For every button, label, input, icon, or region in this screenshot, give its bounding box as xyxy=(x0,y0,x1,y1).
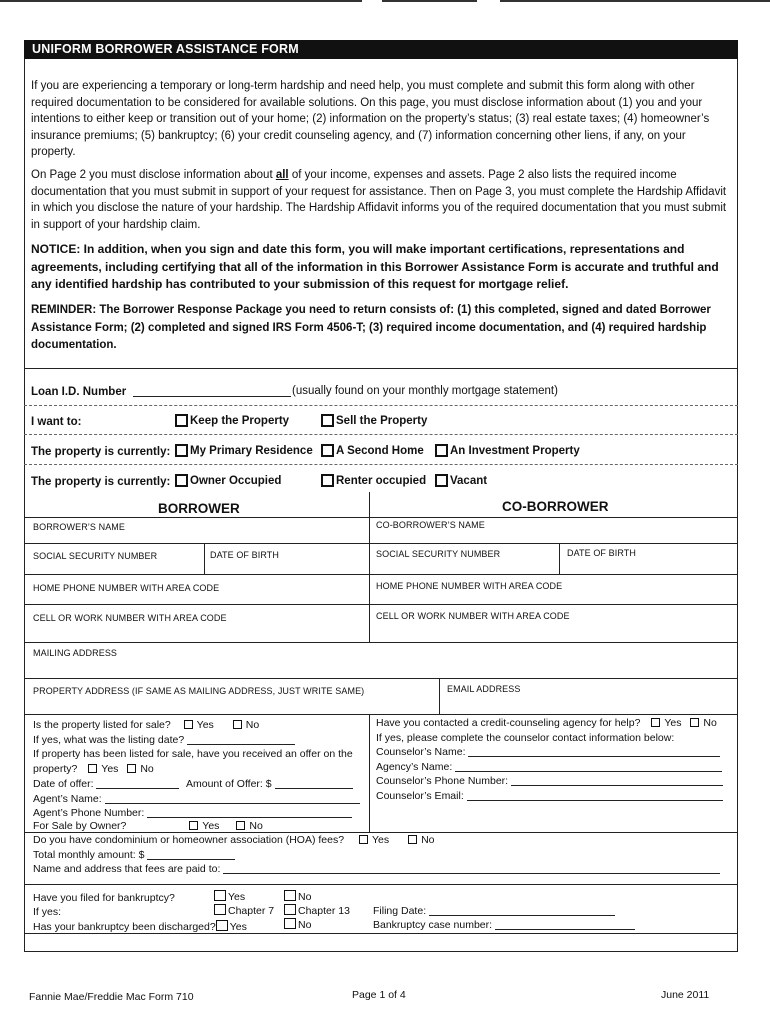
borrower-name-label: BORROWER’S NAME xyxy=(33,522,126,532)
counseling-yes-label: Yes xyxy=(664,717,682,729)
hoa-no-checkbox[interactable] xyxy=(408,835,417,844)
offer-no-checkbox[interactable] xyxy=(127,764,136,773)
agent-name-row xyxy=(33,793,360,805)
email-label: EMAIL ADDRESS xyxy=(447,684,521,694)
discharged-no-checkbox[interactable] xyxy=(284,918,296,929)
intro-paragraph-2-after: of your income, expenses and assets. Page 2 also lists the required income documentation that you must submit in support of your request for assistance. Then on Page 3, you must complete the Hardship Affidavit in which you disclose the nature of your hardship. The Hardship Affidavit informs you of the required documentation that you must submit in support of your hardship claim. xyxy=(31,169,727,231)
counseling-question-text: Have you contacted a credit-counseling agency for help? xyxy=(376,717,641,729)
chapter-13-checkbox[interactable] xyxy=(284,904,296,915)
agent-phone-label: Agent’s Phone Number: xyxy=(33,807,145,819)
counselor-name-row xyxy=(376,746,720,758)
borrower-heading: BORROWER xyxy=(158,501,240,516)
fsbo-no-checkbox[interactable] xyxy=(236,821,245,830)
listed-no-checkbox[interactable] xyxy=(233,720,242,729)
coborrower-home-phone-label: HOME PHONE NUMBER WITH AREA CODE xyxy=(376,581,563,591)
filing-date-label: Filing Date: xyxy=(373,905,427,917)
borrower-dob-label: DATE OF BIRTH xyxy=(210,550,279,560)
mailing-address-label: MAILING ADDRESS xyxy=(33,648,118,658)
bankruptcy-yes-option[interactable] xyxy=(214,890,245,903)
intro-paragraph-2-emphasis: all xyxy=(275,169,289,181)
counseling-question xyxy=(376,717,717,729)
discharged-no-label: No xyxy=(298,919,312,931)
coborrower-heading: CO-BORROWER xyxy=(502,499,609,514)
investment-property-label: An Investment Property xyxy=(450,444,580,457)
offer-question-line-1: If property has been listed for sale, have you received an offer on the xyxy=(33,748,353,760)
divider-intro xyxy=(24,368,738,369)
investment-property-checkbox[interactable] xyxy=(435,444,448,457)
coborrower-ssn-divider xyxy=(559,543,560,574)
offer-amount-label: Amount of Offer: $ xyxy=(186,778,272,790)
case-number-row xyxy=(373,919,635,931)
bankruptcy-no-label: No xyxy=(298,891,312,903)
listed-for-sale-text: Is the property listed for sale? xyxy=(33,719,171,731)
hoa-payee-field[interactable] xyxy=(223,863,720,874)
coborrower-ssn-label: SOCIAL SECURITY NUMBER xyxy=(376,549,501,559)
loan-id-label-text: Loan I.D. Number xyxy=(31,386,127,398)
sell-property-option[interactable] xyxy=(321,414,427,427)
offer-no-label: No xyxy=(140,763,154,775)
listed-yes-checkbox[interactable] xyxy=(184,720,193,729)
counseling-instruction: If yes, please complete the counselor contact information below: xyxy=(376,732,675,744)
property-address-label: PROPERTY ADDRESS (IF SAME AS MAILING ADDRESS, JUST WRITE SAME) xyxy=(33,686,365,696)
bankruptcy-yes-checkbox[interactable] xyxy=(214,890,226,901)
sell-property-label: Sell the Property xyxy=(336,414,428,427)
scan-top-line-right xyxy=(500,0,770,2)
column-divider-lower xyxy=(369,714,370,832)
offer-question-line-2 xyxy=(33,763,154,775)
coborrower-dob-label: DATE OF BIRTH xyxy=(567,548,636,558)
discharged-yes-label: Yes xyxy=(229,921,247,933)
footer-date: June 2011 xyxy=(661,989,710,1001)
loan-id-note: (usually found on your monthly mortgage statement) xyxy=(292,385,558,397)
listed-no-label: No xyxy=(245,719,260,731)
divider-mailing xyxy=(24,678,738,679)
bankruptcy-yes-label: Yes xyxy=(228,891,246,903)
counselor-email-label: Counselor’s Email: xyxy=(376,790,464,802)
offer-yes-checkbox[interactable] xyxy=(88,764,97,773)
fsbo-row xyxy=(33,820,263,832)
agency-name-row xyxy=(376,761,722,773)
offer-question-text: property? xyxy=(33,763,78,775)
listing-date-text: If yes, what was the listing date? xyxy=(33,734,185,746)
discharged-no-option[interactable] xyxy=(284,918,311,931)
owner-occupied-checkbox[interactable] xyxy=(175,474,188,487)
divider-listing xyxy=(24,832,738,833)
counseling-no-checkbox[interactable] xyxy=(690,718,699,727)
loan-id-field[interactable] xyxy=(133,386,291,397)
divider-headings xyxy=(24,517,738,518)
form-title: UNIFORM BORROWER ASSISTANCE FORM xyxy=(24,40,738,59)
chapter-7-checkbox[interactable] xyxy=(214,904,226,915)
renter-occupied-checkbox[interactable] xyxy=(321,474,334,487)
fsbo-no-label: No xyxy=(249,820,263,832)
agent-name-label: Agent’s Name: xyxy=(33,793,102,805)
hoa-yes-checkbox[interactable] xyxy=(359,835,368,844)
listed-yes-label: Yes xyxy=(196,719,214,731)
second-home-label: A Second Home xyxy=(336,444,424,457)
owner-occupied-option[interactable] xyxy=(175,474,281,487)
vacant-label: Vacant xyxy=(450,474,488,487)
counseling-no-label: No xyxy=(703,717,717,729)
fsbo-yes-label: Yes xyxy=(202,820,220,832)
intro-paragraph-2 xyxy=(31,167,731,233)
borrower-ssn-label: SOCIAL SECURITY NUMBER xyxy=(33,551,158,561)
offer-amount-field[interactable] xyxy=(275,778,353,789)
chapter-13-label: Chapter 13 xyxy=(298,905,350,917)
divider-hoa xyxy=(24,884,738,885)
column-divider-upper xyxy=(369,492,370,642)
counselor-phone-label: Counselor’s Phone Number: xyxy=(376,775,509,787)
bankruptcy-no-option[interactable] xyxy=(284,890,311,903)
divider-home-phone xyxy=(24,604,738,605)
primary-residence-checkbox[interactable] xyxy=(175,444,188,457)
renter-occupied-option[interactable] xyxy=(321,474,426,487)
filing-date-field[interactable] xyxy=(429,905,615,916)
coborrower-name-label: CO-BORROWER’S NAME xyxy=(376,520,485,530)
loan-id-label xyxy=(31,386,291,398)
hoa-question-row xyxy=(33,834,435,846)
hoa-total-label: Total monthly amount: $ xyxy=(33,849,145,861)
chapter-7-option[interactable] xyxy=(214,904,274,917)
hoa-question-text: Do you have condominium or homeowner association (HOA) fees? xyxy=(33,834,345,846)
reminder-text: REMINDER: The Borrower Response Package you need to return consists of: (1) this completed, signed and dated Borrower Assistance Form; (2) completed and signed IRS Form 4506-T; (3) required income documentation, and (4) required hardship documentation. xyxy=(31,304,711,351)
occupancy-label: The property is currently: xyxy=(31,476,171,488)
primary-residence-label: My Primary Residence xyxy=(190,444,313,457)
agency-name-label: Agency’s Name: xyxy=(376,761,453,773)
second-home-checkbox[interactable] xyxy=(321,444,334,457)
counselor-email-field[interactable] xyxy=(467,790,723,801)
vacant-checkbox[interactable] xyxy=(435,474,448,487)
hoa-total-field[interactable] xyxy=(147,849,235,860)
counselor-name-field[interactable] xyxy=(468,746,720,757)
vacant-option[interactable] xyxy=(435,474,487,487)
discharged-yes-checkbox[interactable] xyxy=(216,920,228,931)
divider-bankruptcy xyxy=(24,933,738,934)
offer-amount-row xyxy=(186,778,353,790)
listed-for-sale-question xyxy=(33,719,259,731)
offer-date-field[interactable] xyxy=(96,778,179,789)
counselor-name-label: Counselor’s Name: xyxy=(376,746,466,758)
scan-top-line-left xyxy=(0,0,362,2)
scan-top-line-mid xyxy=(382,0,477,2)
divider-property-use xyxy=(24,464,738,465)
agent-name-field[interactable] xyxy=(105,793,360,804)
bankruptcy-filed-question: Have you filed for bankruptcy? xyxy=(33,892,175,904)
divider-ssn xyxy=(24,574,738,575)
footer-page-number: Page 1 of 4 xyxy=(352,989,406,1001)
case-number-field[interactable] xyxy=(495,919,635,930)
divider-loan xyxy=(24,405,738,406)
fsbo-yes-checkbox[interactable] xyxy=(189,821,198,830)
email-divider xyxy=(439,678,440,714)
intro-paragraph-2-before: On Page 2 you must disclose information about xyxy=(31,169,276,181)
agency-name-field[interactable] xyxy=(455,761,722,772)
offer-date-label: Date of offer: xyxy=(33,778,94,790)
counseling-yes-checkbox[interactable] xyxy=(651,718,660,727)
agent-phone-field[interactable] xyxy=(147,807,352,818)
agent-phone-row xyxy=(33,807,352,819)
filing-date-row xyxy=(373,905,615,917)
bankruptcy-discharged-question xyxy=(33,920,247,933)
sell-property-checkbox[interactable] xyxy=(321,414,334,427)
property-use-label: The property is currently: xyxy=(31,446,171,458)
divider-intent xyxy=(24,434,738,435)
listing-date-field[interactable] xyxy=(187,734,295,745)
hoa-payee-label: Name and address that fees are paid to: xyxy=(33,863,221,875)
primary-residence-option[interactable] xyxy=(175,444,313,457)
second-home-option[interactable] xyxy=(321,444,424,457)
investment-property-option[interactable] xyxy=(435,444,580,457)
keep-property-checkbox[interactable] xyxy=(175,414,188,427)
offer-date-row xyxy=(33,778,179,790)
hoa-yes-label: Yes xyxy=(372,834,390,846)
fsbo-label: For Sale by Owner? xyxy=(33,820,127,832)
divider-property-address xyxy=(24,714,738,715)
borrower-cell-phone-label: CELL OR WORK NUMBER WITH AREA CODE xyxy=(33,613,227,623)
bankruptcy-discharged-text: Has your bankruptcy been discharged? xyxy=(33,921,216,933)
intro-paragraph-1: If you are experiencing a temporary or long-term hardship and need help, you must complete and submit this form along with other required documentation to be considered for available solutions. On this page, you must disclose information about (1) you and your intentions to either keep or transition out of your home; (2) information on the property’s status; (3) real estate taxes; (4) homeowner’s insurance premiums; (5) bankruptcy; (6) your credit counseling agency, and (7) information concerning other liens, if any, on your property. xyxy=(31,80,710,159)
counselor-phone-field[interactable] xyxy=(511,775,723,786)
hoa-total-row xyxy=(33,849,235,861)
renter-occupied-label: Renter occupied xyxy=(336,474,427,487)
keep-property-label: Keep the Property xyxy=(190,414,290,427)
hoa-payee-row xyxy=(33,863,720,875)
divider-names xyxy=(24,543,738,544)
borrower-home-phone-label: HOME PHONE NUMBER WITH AREA CODE xyxy=(33,583,220,593)
counselor-phone-row xyxy=(376,775,723,787)
footer-form-name: Fannie Mae/Freddie Mac Form 710 xyxy=(29,991,194,1003)
listing-date-question xyxy=(33,734,295,746)
offer-yes-label: Yes xyxy=(101,763,119,775)
chapter-13-option[interactable] xyxy=(284,904,350,917)
intent-label: I want to: xyxy=(31,416,82,428)
bankruptcy-if-yes-label: If yes: xyxy=(33,906,62,918)
owner-occupied-label: Owner Occupied xyxy=(190,474,282,487)
counselor-email-row xyxy=(376,790,723,802)
borrower-ssn-divider xyxy=(204,543,205,574)
divider-cell-phone xyxy=(24,642,738,643)
chapter-7-label: Chapter 7 xyxy=(228,905,275,917)
coborrower-cell-phone-label: CELL OR WORK NUMBER WITH AREA CODE xyxy=(376,611,570,621)
hoa-no-label: No xyxy=(421,834,435,846)
case-number-label: Bankruptcy case number: xyxy=(373,919,493,931)
keep-property-option[interactable] xyxy=(175,414,289,427)
notice-text: NOTICE: In addition, when you sign and date this form, you will make important certifications, representations and agreements, including certifying that all of the information in this Borrower Assistance Form is accurate and truthful and any identified hardship has contributed to your submission of this request for mortgage relief. xyxy=(31,242,719,291)
bankruptcy-no-checkbox[interactable] xyxy=(284,890,296,901)
